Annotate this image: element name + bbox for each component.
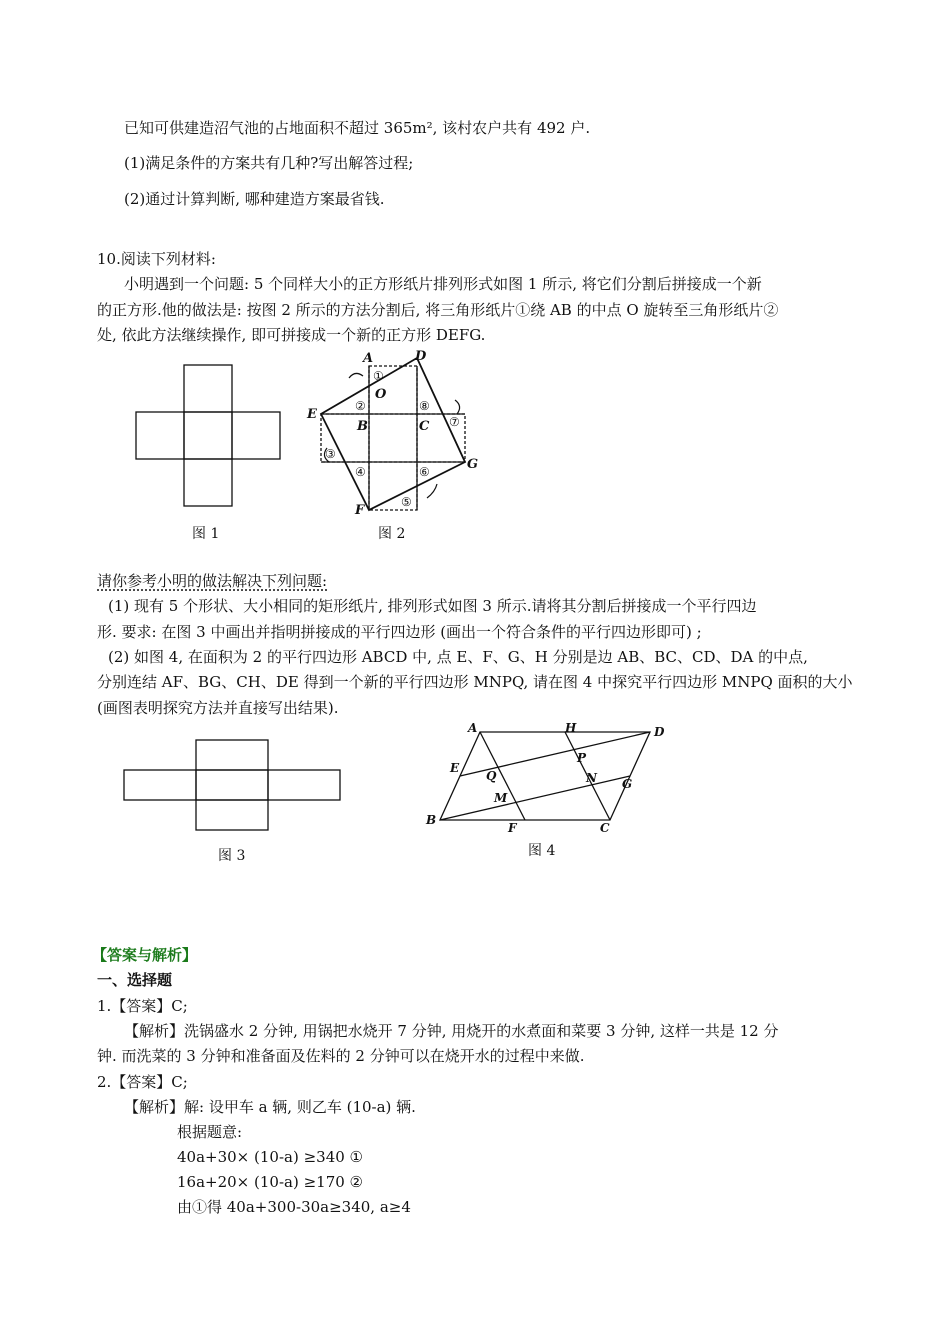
- q10-sub2-line2: 分别连结 AF、BG、CH、DE 得到一个新的平行四边形 MNPQ, 请在图 4 中探究平行四边形 MNPQ 面积的大小: [97, 673, 853, 691]
- fig2-square-defg: [321, 358, 465, 510]
- fig2-label-F: F: [355, 503, 365, 518]
- figure-3: [122, 740, 347, 840]
- fig4-label-G: G: [622, 777, 633, 791]
- fig2-piece-3: ③: [325, 447, 336, 461]
- fig4-label-N: N: [586, 771, 597, 785]
- fig3-rect-center: [196, 770, 268, 800]
- fig2-piece-5: ⑤: [401, 495, 412, 509]
- fig2-piece-6: ⑥: [419, 465, 430, 479]
- fig4-label-F: F: [508, 821, 517, 835]
- q9-line2: (1)满足条件的方案共有几种?写出解答过程;: [124, 154, 414, 172]
- fig1-square-bottom: [184, 459, 232, 506]
- fig2-rotate-arrow-icon: [349, 373, 363, 378]
- fig4-label-C: C: [600, 821, 610, 835]
- fig2-label-C: C: [419, 419, 430, 434]
- answer-2-line2: 40a+30× (10-a) ≥340 ①: [177, 1148, 364, 1166]
- fig4-label-B: B: [426, 813, 437, 827]
- fig2-piece-1: ①: [373, 369, 384, 383]
- q10-sub2-line1: (2) 如图 4, 在面积为 2 的平行四边形 ABCD 中, 点 E、F、G、H 分别是边 AB、BC、CD、DA 的中点,: [108, 648, 808, 666]
- figure-1: [130, 365, 290, 520]
- fig2-label-O: O: [375, 387, 387, 402]
- answers-section-title: 一、选择题: [97, 971, 173, 989]
- fig3-rect-right: [268, 770, 340, 800]
- answer-1-explanation-line1: 【解析】洗锅盛水 2 分钟, 用锅把水烧开 7 分钟, 用烧开的水煮面和菜要 3 分钟, 这样一共是 12 分: [124, 1022, 779, 1040]
- figure-4: [420, 722, 670, 842]
- fig4-label-H: H: [565, 721, 577, 735]
- answer-2-line4: 由①得 40a+300-30a≥340, a≥4: [177, 1198, 411, 1216]
- fig2-label-A: A: [363, 351, 374, 366]
- fig1-square-right: [232, 412, 280, 459]
- fig2-piece-7: ⑦: [449, 415, 460, 429]
- fig2-piece-2: ②: [355, 399, 366, 413]
- q10-para-line1: 小明遇到一个问题: 5 个同样大小的正方形纸片排列形式如图 1 所示, 将它们分割后拼接成一个新: [124, 275, 762, 293]
- answer-2-line3: 16a+20× (10-a) ≥170 ②: [177, 1173, 364, 1191]
- fig3-rect-top: [196, 740, 268, 770]
- fig3-caption: 图 3: [218, 848, 246, 864]
- q9-line3: (2)通过计算判断, 哪种建造方案最省钱.: [124, 190, 385, 208]
- q10-title: 10.阅读下列材料:: [97, 250, 216, 268]
- answers-header: 【答案与解析】: [92, 946, 198, 964]
- fig4-caption: 图 4: [528, 843, 556, 859]
- q9-line1: 已知可供建造沼气池的占地面积不超过 365m², 该村农户共有 492 户.: [124, 119, 591, 137]
- fig2-piece-4: ④: [355, 465, 366, 479]
- answer-1-explanation-line2: 钟. 而洗菜的 3 分钟和准备面及佐料的 2 分钟可以在烧开水的过程中来做.: [97, 1047, 585, 1065]
- q10-para-line3: 处, 依此方法继续操作, 即可拼接成一个新的正方形 DEFG.: [97, 326, 486, 344]
- fig1-square-left: [136, 412, 184, 459]
- fig4-label-A: A: [468, 721, 478, 735]
- figure-2: [305, 348, 495, 518]
- fig1-square-center: [184, 412, 232, 459]
- fig3-rect-left: [124, 770, 196, 800]
- q10-ask: 请你参考小明的做法解决下列问题:: [97, 572, 328, 590]
- answer-1: 1.【答案】C;: [97, 997, 188, 1015]
- fig4-label-M: M: [494, 791, 508, 805]
- fig3-rect-bottom: [196, 800, 268, 830]
- fig2-label-B: B: [357, 419, 368, 434]
- fig4-label-D: D: [654, 725, 665, 739]
- fig2-label-D: D: [415, 349, 427, 364]
- fig4-parallelogram-abcd: [440, 732, 650, 820]
- fig4-label-P: P: [577, 751, 587, 765]
- fig2-rotate-arrow-icon: [427, 484, 437, 498]
- fig1-caption: 图 1: [192, 526, 220, 542]
- fig2-label-E: E: [307, 407, 317, 422]
- q10-para-line2: 的正方形.他的做法是: 按图 2 所示的方法分割后, 将三角形纸片①绕 AB 的中点 O 旋转至三角形纸片②: [97, 301, 779, 319]
- q10-sub1-line1: (1) 现有 5 个形状、大小相同的矩形纸片, 排列形式如图 3 所示.请将其分割后拼接成一个平行四边: [108, 597, 757, 615]
- fig1-square-top: [184, 365, 232, 412]
- answer-2-line1: 根据题意:: [177, 1123, 243, 1141]
- fig4-label-Q: Q: [486, 769, 497, 783]
- fig2-rotate-arrow-icon: [455, 400, 460, 414]
- q10-sub1-line2: 形. 要求: 在图 3 中画出并指明拼接成的平行四边形 (画出一个符合条件的平行四边形即可) ;: [97, 623, 702, 641]
- fig2-caption: 图 2: [378, 526, 406, 542]
- answer-2-explanation: 【解析】解: 设甲车 a 辆, 则乙车 (10-a) 辆.: [124, 1098, 416, 1116]
- q10-sub2-line3: (画图表明探究方法并直接写出结果).: [97, 699, 339, 717]
- fig2-piece-8: ⑧: [419, 399, 430, 413]
- fig4-label-E: E: [450, 761, 460, 775]
- fig2-label-G: G: [467, 457, 479, 472]
- answer-2: 2.【答案】C;: [97, 1073, 188, 1091]
